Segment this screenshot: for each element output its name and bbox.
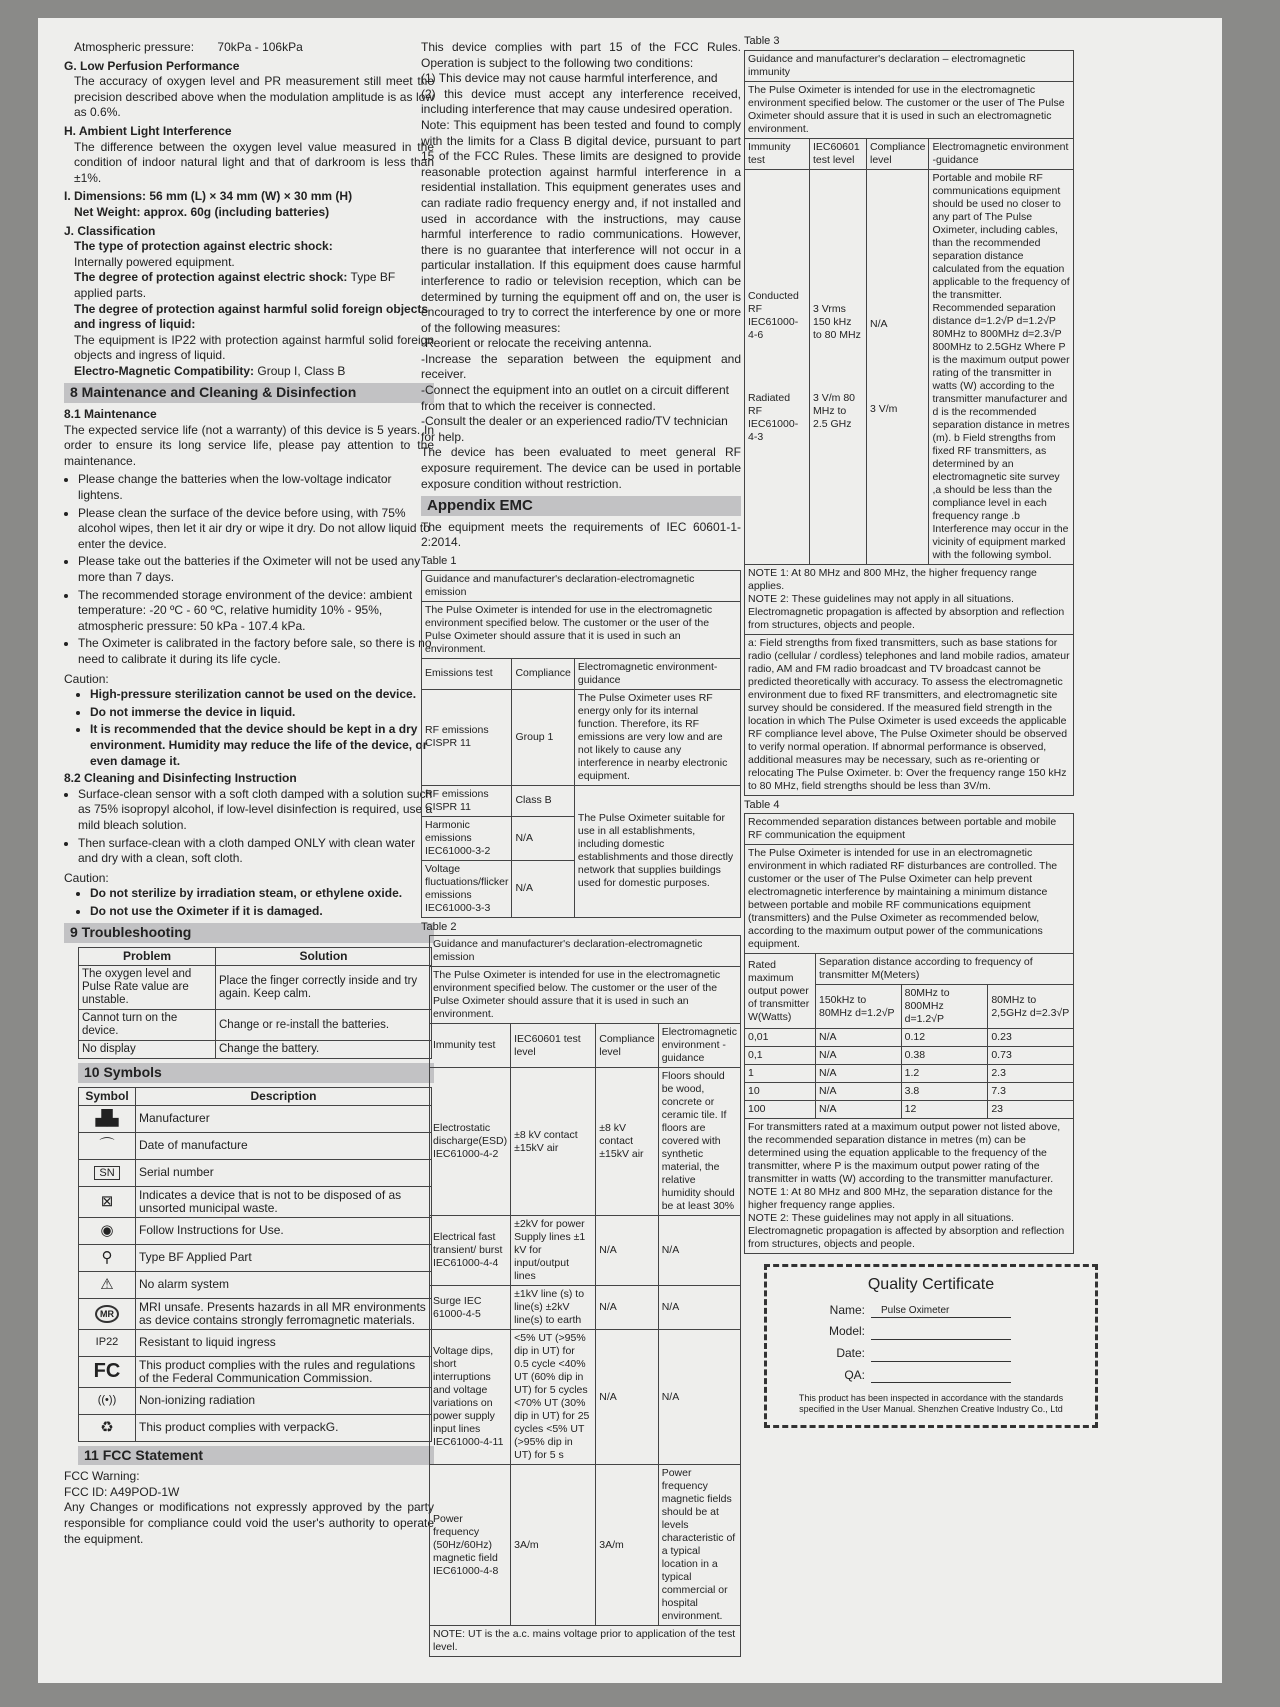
caution-list [64, 886, 434, 919]
column-middle [421, 40, 741, 1657]
fcc-paragraph: This device complies with part 15 of the FCC Rules. Operation is subject to the following two conditions: [421, 40, 741, 70]
shock-degree-value: Type BF applied parts. [74, 270, 396, 300]
table-row: 0,1 N/A 0.38 0.73 [745, 1047, 1074, 1065]
maintenance-intro: The expected service life (not a warranty) of this device is 5 years. In order to ensure its long service life, please pay attention to the maintenance. [64, 422, 434, 468]
section-g-heading: G. Low Perfusion Performance [64, 58, 240, 73]
table-3-caption: Table 3 [744, 35, 780, 47]
column-left [64, 40, 434, 1550]
table-row: Conducted RF IEC61000-4-6 Radiated RF IEC61000-4-3 3 Vrms 150 kHz to 80 MHz 3 V/m 80 MHz to 2.5 GHz N/A 3 V/m Portable and mobile RF communications equipment should be used no closer to any part of The Pulse Oximeter, including cables, than the recommended separation distance calculated from the equation applicable to the frequency of the transmitter. Recommended separation distance d=1.2√P d=1.2√P 80MHz to 800MHz d=2.3√P 800MHz to 2.5GHz Where P is the maximum output power rating of the transmitter in watts (W) according to the transmitter manufacturer and d is the recommended separation distance in metres (m). b Field strengths from fixed RF transmitters, as determined by an electromagnetic site survey ,a should be less than the compliance level in each frequency range .b Interference may occur in the vicinity of equipment marked with the following symbol. [745, 169, 1074, 564]
table-1-caption: Table 1 [421, 555, 457, 567]
list-item: • Surface-clean sensor with a soft cloth damped with a solution such as 75% isopropyl alcohol, if low-level disinfection is required, use a mild bleach solution. [78, 787, 434, 834]
table-row: ⊠ Indicates a device that is not to be disposed of as unsorted municipal waste. [79, 1186, 432, 1217]
list-item: • Do not use the Oximeter if it is damaged. [90, 904, 434, 920]
emc-label: Electro-Magnetic Compatibility: [74, 363, 255, 378]
table-2: Guidance and manufacturer's declaration-electromagnetic emission The Pulse Oximeter is intended for use in the electromagnetic environment specified below. The customer or the user of the Pulse Oximeter should assure that it is used in such an environment. Immunity test IEC60601 test level Compliance level Electromagnetic environment -guidance Electrostatic discharge(ESD) IEC61000-4-2 ±8 kV contact ±15kV air ±8 kV contact ±15kV air Floors should be wood, concrete or ceramic tile. If floors are covered with synthetic material, the relative humidity should be at least 30% Electrical fast transient/ burst IEC61000-4-4 ±2kV for power Supply lines ±1 kV for input/output lines N/A N/A Surge IEC 61000-4-5 ±1kV line (s) to line(s) ±2kV line(s) to earth N/A N/A Voltage dips, short interruptions and voltage variations on power supply input lines IEC61000-4-11 <5% UT (>95% dip in UT) for 0.5 cycle <40% UT (60% dip in UT) for 5 cycles <70% UT (30% dip in UT) for 25 cycles <5% UT (>95% dip in UT) for 5 s N/A N/A Power frequency (50Hz/60Hz) magnetic field IEC61000-4-8 3A/m 3A/m Power frequency magnetic fields should be at levels characteristic of a typical location in a typical commercial or hospital environment. NOTE: UT is the a.c. mains voltage prior to application of the test level. [429, 935, 741, 1657]
table-row: ⚠ No alarm system [79, 1271, 432, 1298]
table-4-note-1: NOTE 1: At 80 MHz and 800 MHz, the separation distance for the higher frequency range applies. [748, 1186, 1053, 1212]
serial-number-icon: SN [79, 1159, 136, 1186]
list-item: • The recommended storage environment of the device: ambient temperature: -20 ºC - 60 ºC, relative humidity 10% - 95%, atmospheric pressure: 50 kPa - 107.4 kPa. [78, 588, 434, 635]
table-4-note-2: NOTE 2: These guidelines may not apply in all situations. Electromagnetic propagation is affected by absorption and reflection from structures, objects and people. [748, 1212, 1065, 1251]
shock-type-label: The type of protection against electric shock: [74, 239, 333, 254]
table-1-title: Guidance and manufacturer's declaration-electromagnetic emission [422, 570, 741, 601]
table-1-intro: The Pulse Oximeter is intended for use in the electromagnetic environment specified below. The customer or the user of the Pulse Oximeter should assure that it is used in such an environment. [422, 601, 741, 658]
table-header: Description [136, 1087, 432, 1105]
table-row: IP22 Resistant to liquid ingress [79, 1329, 432, 1356]
table-2-title: Guidance and manufacturer's declaration-electromagnetic emission [430, 936, 741, 967]
table-header: Solution [216, 948, 432, 966]
fcc-paragraph: -Consult the dealer or an experienced radio/TV technician for help. [421, 414, 728, 444]
classification-block [64, 239, 434, 379]
table-1: Guidance and manufacturer's declaration-electromagnetic emission The Pulse Oximeter is intended for use in the electromagnetic environment specified below. The customer or the user of the Pulse Oximeter should assure that it is used in such an environment. Emissions test Compliance Electromagnetic environment-guidance RF emissions CISPR 11 Group 1 The Pulse Oximeter uses RF energy only for its internal function. Therefore, its RF emissions are very low and are not likely to cause any interference in nearby electronic equipment. RF emissions CISPR 11 Class B The Pulse Oximeter suitable for use in all establishments, including domestic establishments and those directly network that supplies buildings used for domestic purposes. Harmonic emissions IEC61000-3-2 N/A Voltage fluctuations/flicker emissions IEC61000-3-3 N/A [421, 570, 741, 918]
table-row: 10 N/A 3.8 7.3 [745, 1083, 1074, 1101]
column-right [744, 34, 1074, 1428]
fcc-paragraph: -Increase the separation between the equipment and receiver. [421, 351, 741, 382]
certificate-date-row: Date: [821, 1346, 1081, 1362]
table-3-intro: The Pulse Oximeter is intended for use in the electromagnetic environment specified below. The customer or the user of The Pulse Oximeter should assure that it is used in such an electromagnetic environment. [745, 81, 1074, 138]
section-8-2-heading: 8.2 Cleaning and Disinfecting Instruction [64, 771, 297, 786]
table-2-intro: The Pulse Oximeter is intended for use in the electromagnetic environment specified below. The customer or the user of the Pulse Oximeter should assure that it is used in such an environment. [430, 967, 741, 1024]
fcc-paragraph: (1) This device may not cause harmful interference, and [421, 71, 718, 86]
date-of-manufacture-icon: ⌒ [79, 1132, 136, 1159]
table-row: FC This product complies with the rules and regulations of the Federal Communication Commission. [79, 1356, 432, 1387]
table-row: 1 N/A 1.2 2.3 [745, 1065, 1074, 1083]
fcc-paragraph: (2) this device must accept any interference received, including interference that may cause undesired operation. [421, 86, 741, 117]
appendix-title: Appendix EMC [421, 496, 741, 516]
certificate-name-row: Name: Pulse Oximeter [821, 1303, 1081, 1319]
table-row: Surge IEC 61000-4-5 ±1kV line (s) to line(s) ±2kV line(s) to earth N/A N/A [430, 1286, 741, 1330]
table-row: ♻ This product complies with verpackG. [79, 1414, 432, 1441]
table-3: Guidance and manufacturer's declaration – electromagnetic immunity The Pulse Oximeter is intended for use in the electromagnetic environment specified below. The customer or the user of The Pulse Oximeter should assure that it is used in such an electromagnetic environment. Immunity test IEC60601 test level Compliance level Electromagnetic environment -guidance Conducted RF IEC61000-4-6 Radiated RF IEC61000-4-3 3 Vrms 150 kHz to 80 MHz 3 V/m 80 MHz to 2.5 GHz N/A 3 V/m Portable and mobile RF communications equipment should be used no closer to any part of The Pulse Oximeter, including cables, than the recommended separation distance calculated from the equation applicable to the frequency of the transmitter. Recommended separation distance d=1.2√P d=1.2√P 80MHz to 800MHz d=2.3√P 800MHz to 2.5GHz Where P is the maximum output power rating of the transmitter in watts (W) according to the transmitter manufacturer and d is the recommended separation distance in metres (m). b Field strengths from fixed RF transmitters, as determined by an electromagnetic site survey ,a should be less than the compliance level in each frequency range .b Interference may occur in the vicinity of equipment marked with the following symbol. NOTE 1: At 80 MHz and 800 MHz, the higher frequency range applies. NOTE 2: These guidelines may not apply in all situations. Electromagnetic propagation is affected by absorption and reflection from structures, objects and people. a: Field strengths from fixed transmitters, such as base stations for radio (cellular / cordless) telephones and land mobile radios, amateur radio, AM and FM radio broadcast and TV broadcast cannot be predicted theoretically with accuracy. To assess the electromagnetic environment due to fixed RF transmitters, and electromagnetic site survey should be considered. If the measured field strength in the location in which The Pulse Oximeter is used exceeds the applicable RF compliance level above, The Pulse Oximeter should be observed to verify normal operation. If abnormal performance is observed, additional measures may be necessary, such as re-orienting or relocating The Pulse Oximeter. b: Over the frequency range 150 kHz to 80 MHz, field strengths should be less than 3V/m. [744, 50, 1074, 796]
table-row: No display Change the battery. [79, 1041, 432, 1059]
list-item: • Do not sterilize by irradiation steam, or ethylene oxide. [90, 886, 434, 902]
section-8-title: 8 Maintenance and Cleaning & Disinfection [64, 383, 434, 403]
troubleshooting-table [78, 947, 432, 1059]
fcc-modifications: Any Changes or modifications not expressly approved by the party responsible for compliance could void the user's authority to operate the equipment. [64, 1500, 434, 1546]
list-item: • Do not immerse the device in liquid. [90, 705, 434, 721]
list-item: • Please change the batteries when the low-voltage indicator lightens. [78, 472, 434, 503]
section-8-1-heading: 8.1 Maintenance [64, 407, 157, 422]
table-header: Symbol [79, 1087, 136, 1105]
caution-label: Caution: [64, 870, 109, 885]
section-j-heading: J. Classification [64, 223, 156, 238]
table-2-caption: Table 2 [421, 920, 457, 933]
quality-certificate [764, 1264, 1098, 1428]
symbols-table [78, 1087, 432, 1442]
section-h-text: The difference between the oxygen level value measured in the condition of indoor natural light and that of darkroom is less than ±1%. [74, 139, 434, 185]
document-sheet [38, 18, 1222, 1683]
shock-type-value: Internally powered equipment. [74, 254, 235, 269]
table-row: ⌒ Date of manufacture [79, 1132, 432, 1159]
fcc-id: FCC ID: A49POD-1W [64, 1484, 180, 1499]
section-11-title: 11 FCC Statement [78, 1446, 434, 1466]
table-3-note-1: NOTE 1: At 80 MHz and 800 MHz, the higher frequency range applies. [748, 566, 1037, 592]
table-row: MR MRI unsafe. Presents hazards in all MR environments as device contains strongly ferromagnetic materials. [79, 1298, 432, 1329]
table-4-intro: The Pulse Oximeter is intended for use in an electromagnetic environment in which radiated RF disturbances are controlled. The customer or the user of The Pulse Oximeter can help prevent electromagnetic interference by maintaining a minimum distance between portable and mobile RF communications equipment (transmitters) and the Pulse Oximeter as recommended below, according to the maximum output power of the communications equipment. [745, 845, 1074, 954]
section-10-title: 10 Symbols [78, 1063, 434, 1083]
section-g-text: The accuracy of oxygen level and PR measurement still meet the precision described above when the modulation amplitude is as low as 0.6%. [74, 74, 434, 120]
table-2-note: NOTE: UT is the a.c. mains voltage prior to application of the test level. [430, 1626, 741, 1657]
list-item: • Please clean the surface of the device before using, with 75% alcohol wipes, then let it air dry or wipe it dry. Do not allow liquid to enter the device. [78, 506, 434, 553]
fcc-warning: FCC Warning: [64, 1469, 140, 1484]
table-row: ⚲ Type BF Applied Part [79, 1244, 432, 1271]
type-bf-icon: ⚲ [79, 1244, 136, 1271]
ingress-value: The equipment is IP22 with protection against harmful solid foreign objects and ingress of liquid. [74, 332, 434, 363]
list-item: • The Oximeter is calibrated in the factory before sale, so there is no need to calibrate it during its life cycle. [78, 636, 434, 667]
fcc-paragraph: The device has been evaluated to meet general RF exposure requirement. The device can be used in portable exposure condition without restriction. [421, 445, 741, 491]
section-9-title: 9 Troubleshooting [64, 923, 434, 943]
table-row: Voltage fluctuations/flicker emissions IEC61000-3-3 N/A [422, 860, 741, 917]
table-header: Problem [79, 948, 216, 966]
table-4-after: For transmitters rated at a maximum output power not listed above, the recommended separation distance in metres (m) can be determined using the equation applicable to the frequency of the transmitter, where P is the maximum output power rating of the transmitter in watts (W) according to the transmitter manufacturer. [748, 1121, 1061, 1186]
certificate-footer: This product has been inspected in accordance with the standards specified in the User Manual. Shenzhen Creative Industry Co., Ltd [798, 1393, 1064, 1415]
manufacturer-icon: ▟▙ [79, 1105, 136, 1132]
table-4-caption: Table 4 [744, 798, 780, 811]
ingress-label: The degree of protection against harmful solid foreign objects and ingress of liquid: [74, 301, 429, 332]
fcc-paragraph: -Reorient or relocate the receiving antenna. [421, 336, 652, 351]
fcc-icon: FC [79, 1356, 136, 1387]
table-row: Electrostatic discharge(ESD) IEC61000-4-2 ±8 kV contact ±15kV air ±8 kV contact ±15kV air Floors should be wood, concrete or ceramic tile. If floors are covered with synthetic material, the relative humidity should be at least 30% [430, 1068, 741, 1216]
section-i-heading: I. Dimensions: 56 mm (L) × 34 mm (W) × 30 mm (H) [64, 189, 353, 204]
caution-list [64, 687, 434, 769]
non-ionizing-radiation-icon: ((•)) [79, 1387, 136, 1414]
list-item: • It is recommended that the device should be kept in a dry environment. Humidity may reduce the life of the device, or even damage it. [90, 722, 434, 769]
table-row: ((•)) Non-ionizing radiation [79, 1387, 432, 1414]
certificate-qa-row: QA: [821, 1368, 1081, 1384]
ip22-icon: IP22 [79, 1329, 136, 1356]
list-item: • High-pressure sterilization cannot be used on the device. [90, 687, 434, 703]
table-3-note-2: NOTE 2: These guidelines may not apply in all situations. Electromagnetic propagation is affected by absorption and reflection from structures, objects and people. [748, 592, 1065, 631]
instructions-icon: ◉ [79, 1217, 136, 1244]
table-3-title: Guidance and manufacturer's declaration – electromagnetic immunity [745, 50, 1074, 81]
table-4: Recommended separation distances between portable and mobile RF communication the equipment The Pulse Oximeter is intended for use in an electromagnetic environment in which radiated RF disturbances are controlled. The customer or the user of The Pulse Oximeter can help prevent electromagnetic interference by maintaining a minimum distance between portable and mobile RF communications equipment (transmitters) and the Pulse Oximeter as recommended below, according to the maximum output power of the communications equipment. Rated maximum output power of transmitter W(Watts) Separation distance according to frequency of transmitter M(Meters) 150kHz to 80MHz d=1.2√P 80MHz to 800MHz d=1.2√P 80MHz to 2,5GHz d=2.3√P 0,01 N/A 0.12 0.23 0,1 N/A 0.38 0.73 1 N/A 1.2 2.3 10 N/A 3.8 7.3 100 N/A 12 23 For transmitters rated at a maximum output power not listed above, the recommended separation distance in metres (m) can be determined using the equation applicable to the frequency of the transmitter, where P is the maximum output power rating of the transmitter in watts (W) according to the transmitter manufacturer. NOTE 1: At 80 MHz and 800 MHz, the separation distance for the higher frequency range applies. NOTE 2: These guidelines may not apply in all situations. Electromagnetic propagation is affected by absorption and reflection from structures, objects and people. [744, 813, 1074, 1254]
table-row: Cannot turn on the device. Change or re-install the batteries. [79, 1010, 432, 1041]
table-row: 100 N/A 12 23 [745, 1101, 1074, 1119]
section-h-heading: H. Ambient Light Interference [64, 123, 232, 138]
table-row: Voltage dips, short interruptions and voltage variations on power supply input lines IEC61000-4-11 <5% UT (>95% dip in UT) for 0.5 cycle <40% UT (60% dip in UT) for 5 cycles <70% UT (30% dip in UT) for 25 cycles <5% UT (>95% dip in UT) for 5 s N/A N/A [430, 1330, 741, 1465]
table-row: Power frequency (50Hz/60Hz) magnetic field IEC61000-4-8 3A/m 3A/m Power frequency magnetic fields should be at levels characteristic of a typical location in a typical commercial or hospital environment. [430, 1465, 741, 1626]
fcc-paragraph: -Connect the equipment into an outlet on a circuit different from that to which the receiver is connected. [421, 383, 729, 413]
cleaning-list [64, 787, 434, 867]
net-weight: Net Weight: approx. 60g (including batteries) [74, 204, 330, 219]
mr-unsafe-icon: MR [79, 1298, 136, 1329]
list-item: • Please take out the batteries if the Oximeter will not be used any more than 7 days. [78, 554, 434, 585]
table-4-title: Recommended separation distances between portable and mobile RF communication the equipment [745, 814, 1074, 845]
table-row: RF emissions CISPR 11 Class B The Pulse Oximeter suitable for use in all establishments, including domestic establishments and those directly network that supplies buildings used for domestic purposes. [422, 785, 741, 816]
table-row: Electrical fast transient/ burst IEC61000-4-4 ±2kV for power Supply lines ±1 kV for input/output lines N/A N/A [430, 1216, 741, 1286]
table-row: Harmonic emissions IEC61000-3-2 N/A [422, 816, 741, 860]
atmospheric-pressure-line: Atmospheric pressure: 70kPa - 106kPa [74, 40, 303, 54]
list-item: • Then surface-clean with a cloth damped ONLY with clean water and dry with a clean, soft cloth. [78, 836, 434, 867]
table-row: RF emissions CISPR 11 Group 1 The Pulse Oximeter uses RF energy only for its internal function. Therefore, its RF emissions are very low and are not likely to cause any interference in nearby electronic equipment. [422, 689, 741, 785]
table-row: 0,01 N/A 0.12 0.23 [745, 1029, 1074, 1047]
weee-bin-icon: ⊠ [79, 1186, 136, 1217]
table-3-footnote: a: Field strengths from fixed transmitters, such as base stations for radio (cellular / cordless) telephones and land mobile radios, amateur radio, AM and FM radio broadcast and TV broadcast cannot be predicted theoretically with accuracy. To assess the electromagnetic environment due to fixed RF transmitters, and electromagnetic site survey should be considered. If the measured field strength in the location in which The Pulse Oximeter is used exceeds the applicable RF compliance level above, The Pulse Oximeter should be observed to verify normal operation. If abnormal performance is observed, additional measures may be necessary, such as re-orienting or relocating The Pulse Oximeter. b: Over the frequency range 150 kHz to 80 MHz, field strengths should be less than 3V/m. [745, 634, 1074, 795]
certificate-model-row: Model: [821, 1324, 1081, 1340]
certificate-title: Quality Certificate [867, 1276, 995, 1294]
shock-degree-label: The degree of protection against electric shock: [74, 270, 348, 285]
table-row: ▟▙ Manufacturer [79, 1105, 432, 1132]
appendix-intro: The equipment meets the requirements of IEC 60601-1-2:2014. [421, 519, 741, 550]
maintenance-list [64, 472, 434, 667]
fcc-paragraph: Note: This equipment has been tested and found to comply with the limits for a Class B digital device, pursuant to part 15 of the FCC Rules. These limits are designed to provide reasonable protection against harmful interference in a residential installation. This equipment generates uses and can radiate radio frequency energy and, if not installed and used in accordance with the instructions, may cause harmful interference to radio communications. However, there is no guarantee that interference will not occur in a particular installation. If this equipment does cause harmful interference to radio or television reception, which can be determined by turning the equipment off and on, the user is encouraged to try to correct the interference by one or more of the following measures: [421, 117, 741, 335]
no-alarm-icon: ⚠ [79, 1271, 136, 1298]
emc-value: Group I, Class B [257, 363, 346, 378]
table-row: SN Serial number [79, 1159, 432, 1186]
table-row: The oxygen level and Pulse Rate value are unstable. Place the finger correctly inside and try again. Keep calm. [79, 966, 432, 1010]
caution-label: Caution: [64, 671, 109, 686]
recycle-icon: ♻ [79, 1414, 136, 1441]
table-row: ◉ Follow Instructions for Use. [79, 1217, 432, 1244]
